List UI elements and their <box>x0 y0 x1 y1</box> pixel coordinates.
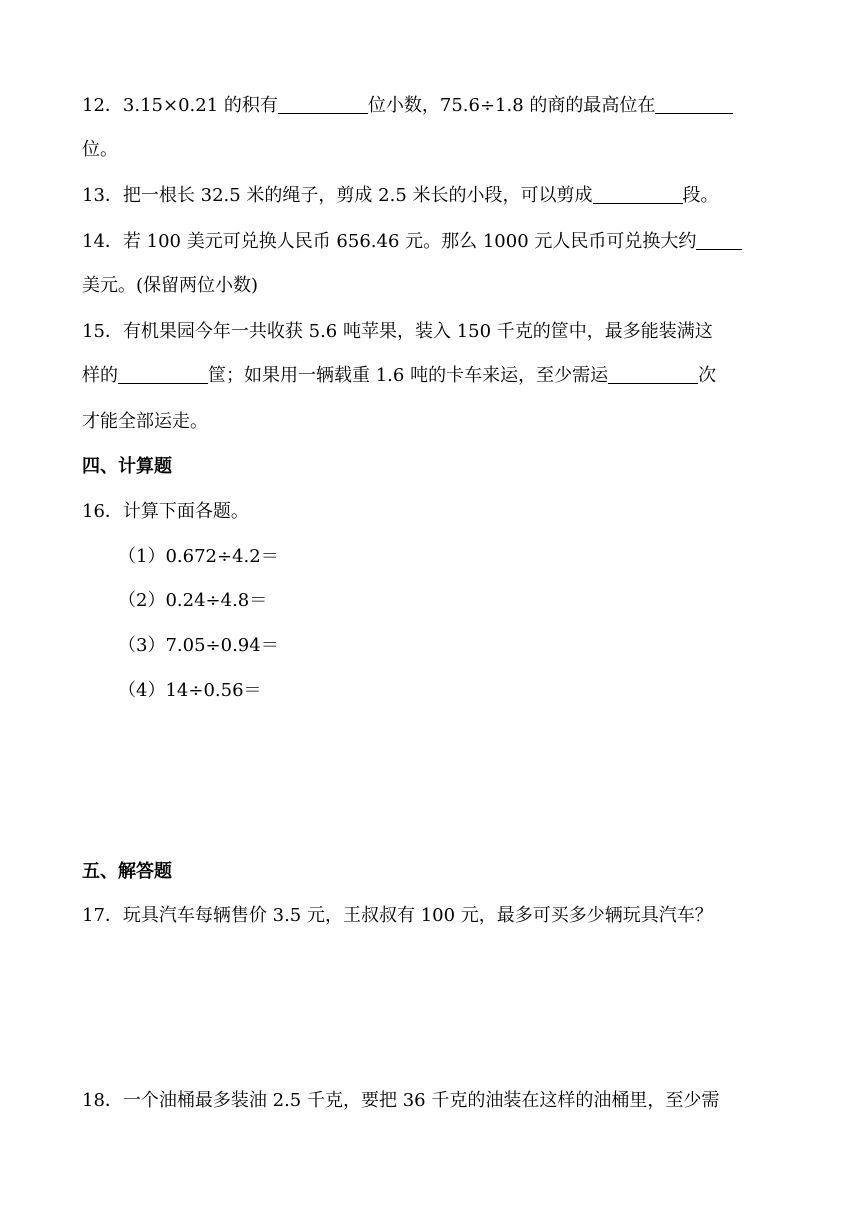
question-14-line-2 <box>82 274 780 298</box>
question-17 <box>82 904 780 928</box>
question-number: 15． <box>82 321 123 342</box>
question-text: 筐；如果用一辆载重 1.6 吨的卡车来运，至少需运 <box>208 365 609 386</box>
question-text: 计算下面各题。 <box>122 501 249 522</box>
question-number: 12． <box>82 95 123 116</box>
question-text: 次 <box>698 365 717 386</box>
question-text: 一个油桶最多装油 2.5 千克，要把 36 千克的油装在这样的油桶里，至少需 <box>122 1090 720 1111</box>
section-heading-calculation: 四、计算题 <box>82 456 172 477</box>
question-text: 若 100 美元可兑换人民币 656.46 元。那么 1000 元人民币可兑换大约 <box>122 231 697 252</box>
question-15-line-3 <box>82 410 780 434</box>
question-text: 才能全部运走。 <box>82 411 208 432</box>
question-15-line-2 <box>82 364 780 388</box>
section-heading-answer: 五、解答题 <box>82 861 172 882</box>
question-text: 玩具汽车每辆售价 3.5 元，王叔叔有 100 元，最多可买多少辆玩具汽车？ <box>122 905 713 926</box>
question-16 <box>82 500 780 524</box>
question-text: 位。 <box>82 139 118 160</box>
question-18 <box>82 1089 780 1113</box>
question-15-line-1 <box>82 320 780 344</box>
question-text: 样的 <box>82 365 118 386</box>
answer-blank[interactable] <box>118 365 208 384</box>
calc-item-1: （1）0.672÷4.2＝ <box>118 546 279 567</box>
answer-blank[interactable] <box>593 185 683 204</box>
answer-blank[interactable] <box>278 95 368 114</box>
question-text: 位小数，75.6÷1.8 的商的最高位在 <box>367 95 656 116</box>
answer-blank[interactable] <box>608 365 698 384</box>
calc-item-4: （4）14÷0.56＝ <box>118 680 262 701</box>
question-text: 3.15×0.21 的积有 <box>122 95 278 116</box>
question-text: 段。 <box>682 185 719 206</box>
question-number: 16． <box>82 501 123 522</box>
question-number: 17． <box>82 905 123 926</box>
question-12-line-2 <box>82 138 780 162</box>
answer-blank[interactable] <box>655 95 733 114</box>
question-text: 美元。(保留两位小数) <box>82 275 259 296</box>
question-14-line-1 <box>82 230 780 254</box>
question-text: 有机果园今年一共收获 5.6 吨苹果，装入 150 千克的筐中，最多能装满这 <box>122 321 713 342</box>
calc-item-3: （3）7.05÷0.94＝ <box>118 635 279 656</box>
question-13 <box>82 184 780 208</box>
question-number: 14． <box>82 231 123 252</box>
question-12-line-1 <box>82 94 780 118</box>
question-number: 13． <box>82 185 123 206</box>
answer-blank[interactable] <box>696 231 742 250</box>
question-number: 18． <box>82 1090 123 1111</box>
question-text: 把一根长 32.5 米的绳子，剪成 2.5 米长的小段，可以剪成 <box>122 185 593 206</box>
calc-item-2: （2）0.24÷4.8＝ <box>118 590 268 611</box>
